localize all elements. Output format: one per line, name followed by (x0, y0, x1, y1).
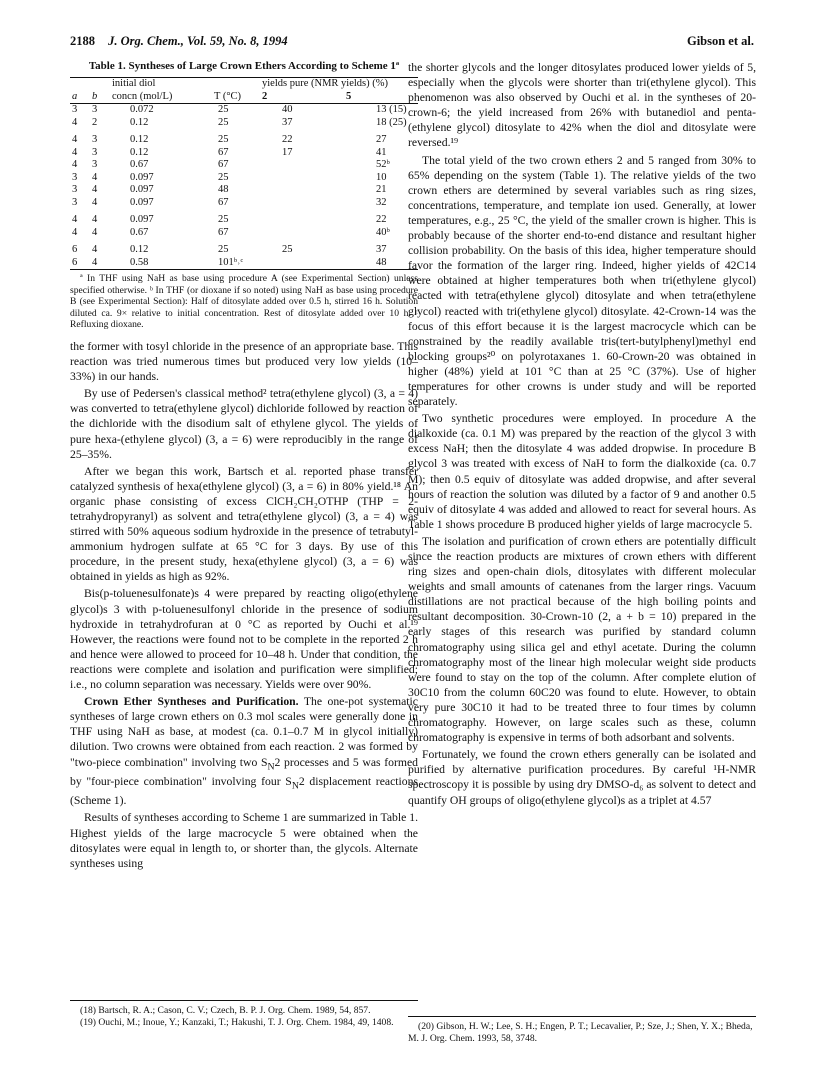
table-cell: 4 (92, 214, 98, 225)
left-paragraphs (70, 339, 418, 692)
table-cell: 0.67 (130, 226, 149, 238)
table-cell: 3 (72, 196, 78, 208)
table-cell: 0.12 (130, 244, 149, 255)
table-cell: 25 (218, 171, 229, 183)
table-cell: 3 (72, 171, 78, 183)
table-cell: 3 (92, 134, 98, 145)
table-cell: 13 (15) (376, 104, 407, 115)
table-cell: 4 (92, 244, 98, 255)
table-row (70, 147, 418, 160)
table-cell: 17 (282, 146, 293, 158)
header-temp: T (°C) (214, 90, 242, 102)
body-paragraph: After we began this work, Bartsch et al. reported phase transfer catalyzed synthesis of hexa(ethylene glycol) (3, a = 6) in 80% yield.¹⁸ An organic phase consisting of excess ClCH₂CH₂OTHP (THP = 2-tetrahydropyranyl) as solvent and tetra(ethylene glycol) (3, a = 4) was stirred with 50% aqueous sodium hydroxide in the presence of tetrabutyl-ammonium hydrogen sulfate at 65 °C for 3 days. By use of this procedure, in the present study, hexa(ethylene glycol) (3, a = 6) was obtained in yields as high as 92%. (70, 464, 418, 584)
table-cell: 25 (282, 244, 293, 255)
section-text: The one-pot systematic syntheses of large crown ethers on 0.3 mol scales were generally done in THF using NaH as base, at modest (ca. 0.1–0.7 M in glycol initially) dilution. Two crowns were obtained from each reaction. 2 was formed by "two-piece combination" involving two $S_N2$ processes and 5 was formed by "four-piece combination" involving four $S_N2$ displacement reactions (Scheme 1). (70, 695, 418, 808)
table-cell: 0.58 (130, 256, 149, 268)
header-concn: concn (mol/L) (112, 90, 173, 102)
table-cell: 0.12 (130, 116, 149, 128)
table-cell: 0.67 (130, 159, 149, 170)
table-cell: 4 (72, 226, 78, 238)
left-column (70, 60, 418, 873)
table-row (70, 239, 418, 257)
table-cell: 32 (376, 196, 387, 208)
table-row (70, 104, 418, 117)
body-paragraph: By use of Pedersen's classical method² tetra(ethylene glycol) (3, a = 4) was converted to tetra(ethylene glycol) dichloride followed by reaction of the dichloride with the disodium salt of ethylene glycol. The yields of pure hexa-(ethylene glycol) (3, a = 6) were reproducibly in the range of 25–35%. (70, 387, 418, 461)
body-paragraph: The total yield of the two crown ethers 2 and 5 ranged from 30% to 65% depending on the system (Table 1). The relative yields of the two crown ethers are determined by several variables such as ring sizes, concentrations, temperature, and template ion used. Generally, at lower temperatures, e.g., 25 °C, the yield of the smaller crown is higher. This is probably because of the shorter end-to-end distance and resultant higher collision probability. On the basis of this idea, higher temperature should favor the formation of the larger ring. Indeed, higher yields of 42C14 were obtained at higher temperatures both when tri(ethylene glycol) reacted with tetra(ethylene glycol) ditosylate and when tetra(ethylene glycol) reacted with tri(ethylene glycol) ditosylate. 42-Crown-14 was the focus of this effort because it is the largest macrocycle which can be constrained by the readily available tris(tert-butylphenyl)methyl end blocking groups²⁰ on polyrotaxanes 1. 60-Crown-20 was obtained in higher (48%) yield at 101 °C than at 25 °C (37%). Use of higher temperatures for other crowns is under study and will be reported separately. (408, 153, 756, 409)
header-left (70, 34, 288, 52)
left-last-paragraph: Results of syntheses according to Scheme 1 are summarized in Table 1. Highest yields of the large macrocycle 5 were obtained when the ditosylates were equal in length to, or shorter than, the glycols. Alternate syntheses using (70, 811, 418, 870)
table-cell: 6 (72, 256, 78, 268)
body-paragraph: the shorter glycols and the longer ditosylates produced lower yields of 5, especially when the glycols were shorter than tri(ethylene glycol). This phenomenon was also observed by Ouchi et al. in the syntheses of 20-crown-6; the yield increased from 26% with butanediol and penta-(ethylene glycol) ditosylate to 42% when the diol and ditosylate were reversed.¹⁹ (408, 61, 756, 150)
table-cell (260, 209, 344, 227)
table-cell: 67 (218, 146, 229, 158)
table-cell: 0.097 (130, 184, 154, 195)
table-cell: 37 (282, 116, 293, 128)
page-number: 2188 (70, 34, 95, 48)
table-cell: 4 (92, 256, 98, 268)
table-row (70, 209, 418, 227)
table-cell: 25 (218, 104, 229, 115)
table-cell: 22 (376, 214, 387, 225)
table-cell: 37 (376, 244, 387, 255)
header-initial-diol: initial diol (112, 78, 156, 89)
table-cell: 0.097 (130, 214, 154, 225)
table-cell: 0.12 (130, 134, 149, 145)
table-cell: 4 (72, 134, 78, 145)
header-yield-2: 2 (262, 90, 268, 102)
table-cell: 18 (25) (376, 116, 407, 128)
header-yields: yields pure (NMR yields) (%) (262, 78, 388, 89)
table-body (70, 104, 418, 270)
table-cell: 0.12 (130, 146, 149, 158)
body-paragraph: Two synthetic procedures were employed. In procedure A the dialkoxide (ca. 0.1 M) was prepared by the reaction of the glycol 3 with excess NaH; then the ditosylate 4 was added dropwise. In procedure B glycol 3 was treated with excess of NaH to form the dialkoxide (ca. 0.7 M); then 0.5 equiv of ditosylate was added dropwise, and after several hours of reaction the solution was diluted by a factor of 9 and another 0.5 equiv of ditosylate 4 was added and allowed to react for several hours. As Table 1 shows procedure B produced higher yields of large macrocycle 5. (408, 412, 756, 531)
table-cell: 0.097 (130, 171, 154, 183)
table-cell: 3 (72, 104, 78, 115)
table-cell: 4 (72, 146, 78, 158)
body-paragraph: Fortunately, we found the crown ethers generally can be isolated and purified by alternative purification procedures. By careful ¹H-NMR spectroscopy it is possible by using dry DMSO-d₆ as solvent to detect and quantify OH groups of oligo(ethylene glycol)s as a triplet at 4.57 (408, 748, 756, 807)
table-cell: 48 (218, 184, 229, 195)
table-row (70, 197, 418, 210)
table-cell: 52ᵇ (376, 159, 390, 170)
table-cell: 4 (92, 226, 98, 238)
table-footnote: ª In THF using NaH as base using procedure A (see Experimental Section) unless specified otherwise. ᵇ In THF (or dioxane if so noted) using NaH as base using procedure B (see Experimental Section): Half of ditosylate added over 0.5 h, stirred 16 h. Solution diluted ca. 9× relative to initial concentration. Rest of ditosylate added over 10 h. ᶜ Refluxing dioxane. (70, 273, 418, 331)
table-row (70, 227, 418, 240)
table-cell: 4 (92, 184, 98, 195)
body-paragraph: The isolation and purification of crown ethers are potentially difficult since the reaction products are mixtures of crown ethers with different ring sizes and open-chain diols, ditosylates with different molecular weights and small amounts of catenanes from the larger rings. Vacuum distillations are not practical because of the high boiling points and resultant decomposition. 30-Crown-10 (2, a + b = 10) prepared in the early stages of this research was purified by standard column chromatography using silica gel and ethyl acetate. During the column chromatography most of the linear high molecular weight side products were found to stay on the top of the column. After complete elution of 30C10 from the column 60C20 was found to elute. However, to obtain very pure 30C10 it had to be treated three to four times by column chromatography. However, on large scales such as these, column chromatography is expensive in terms of both adsorbant and solvents. (408, 534, 756, 745)
table-cell: 10 (376, 171, 387, 183)
references-left (70, 1000, 418, 1029)
table-row (70, 257, 418, 270)
header-yield-5: 5 (346, 90, 352, 102)
table-cell: 48 (376, 256, 387, 268)
table-cell: 4 (92, 196, 98, 208)
table-row (70, 159, 418, 172)
table-cell: 41 (376, 146, 387, 158)
reference-entry: (20) Gibson, H. W.; Lee, S. H.; Engen, P. T.; Lecavalier, P.; Sze, J.; Shen, Y. X.; Bheda, M. J. Org. Chem. 1993, 58, 3748. (408, 1021, 753, 1044)
table-cell: 4 (72, 214, 78, 225)
table-cell (260, 184, 344, 197)
table-cell: 25 (218, 134, 229, 145)
table-cell: 0.072 (130, 104, 154, 115)
table-cell: 22 (282, 134, 293, 145)
body-paragraph: Bis(p-toluenesulfonate)s 4 were prepared by reacting oligo(ethylene glycol)s 3 with p-toluenesulfonyl chloride in the presence of sodium hydroxide in tetrahydrofuran at 0 °C as reported by Ouchi et al.¹⁹ However, the reactions were found not to be complete in the reported 2 h and hence were allowed to proceed for 10–48 h. Under that condition, the reactions were complete and isolation and purification were simplified; i.e., no column separation was necessary. Yields were over 90%. (70, 587, 418, 692)
table-caption: Table 1. Syntheses of Large Crown Ethers According to Scheme 1ª (88, 60, 400, 72)
page-header (70, 34, 754, 52)
section-heading: Crown Ether Syntheses and Purification. (84, 695, 299, 709)
right-paragraphs (408, 60, 756, 808)
reference-entry: (19) Ouchi, M.; Inoue, Y.; Kanzaki, T.; Hakushi, T. J. Org. Chem. 1984, 49, 1408. (80, 1016, 394, 1028)
table-cell: 101ᵇ˒ᶜ (218, 256, 244, 268)
table-cell: 67 (218, 196, 229, 208)
table-row (70, 184, 418, 197)
table-cell: 67 (218, 159, 229, 170)
right-column (408, 60, 756, 810)
table-row (70, 129, 418, 147)
table-row (70, 117, 418, 130)
table-cell: 3 (92, 159, 98, 170)
table-cell: 4 (72, 116, 78, 128)
table-cell: 40ᵇ (376, 226, 390, 238)
table-cell: 67 (218, 226, 229, 238)
header-b: b (92, 90, 98, 102)
table-cell: 0.097 (130, 196, 154, 208)
table-cell: 4 (72, 159, 78, 170)
section-paragraph (70, 694, 418, 808)
table-cell: 40 (282, 104, 293, 115)
table-row (70, 172, 418, 185)
table-cell (260, 227, 344, 240)
table-cell: 3 (92, 146, 98, 158)
table-cell: 6 (72, 244, 78, 255)
table-cell: 25 (218, 116, 229, 128)
body-paragraph: the former with tosyl chloride in the presence of an appropriate base. This reaction was tried numerous times but produced very low yields (10–33%) in our hands. (70, 339, 418, 384)
table-cell: 27 (376, 134, 387, 145)
table-cell (260, 257, 344, 270)
table-cell: 4 (92, 171, 98, 183)
table-cell: 25 (218, 214, 229, 225)
table-cell: 3 (92, 104, 98, 115)
references-right (408, 1016, 756, 1045)
table-cell (260, 172, 344, 185)
table-cell: 21 (376, 184, 387, 195)
reference-entry: (18) Bartsch, R. A.; Cason, C. V.; Czech, B. P. J. Org. Chem. 1989, 54, 857. (80, 1005, 371, 1016)
table-cell: 2 (92, 116, 98, 128)
header-authors: Gibson et al. (686, 34, 754, 48)
results-table (70, 77, 418, 270)
table-cell (260, 197, 344, 210)
journal-citation: J. Org. Chem., Vol. 59, No. 8, 1994 (108, 34, 288, 48)
table-cell: 25 (218, 244, 229, 255)
table-cell: 3 (72, 184, 78, 195)
header-a: a (72, 90, 78, 102)
table-cell (260, 159, 344, 172)
